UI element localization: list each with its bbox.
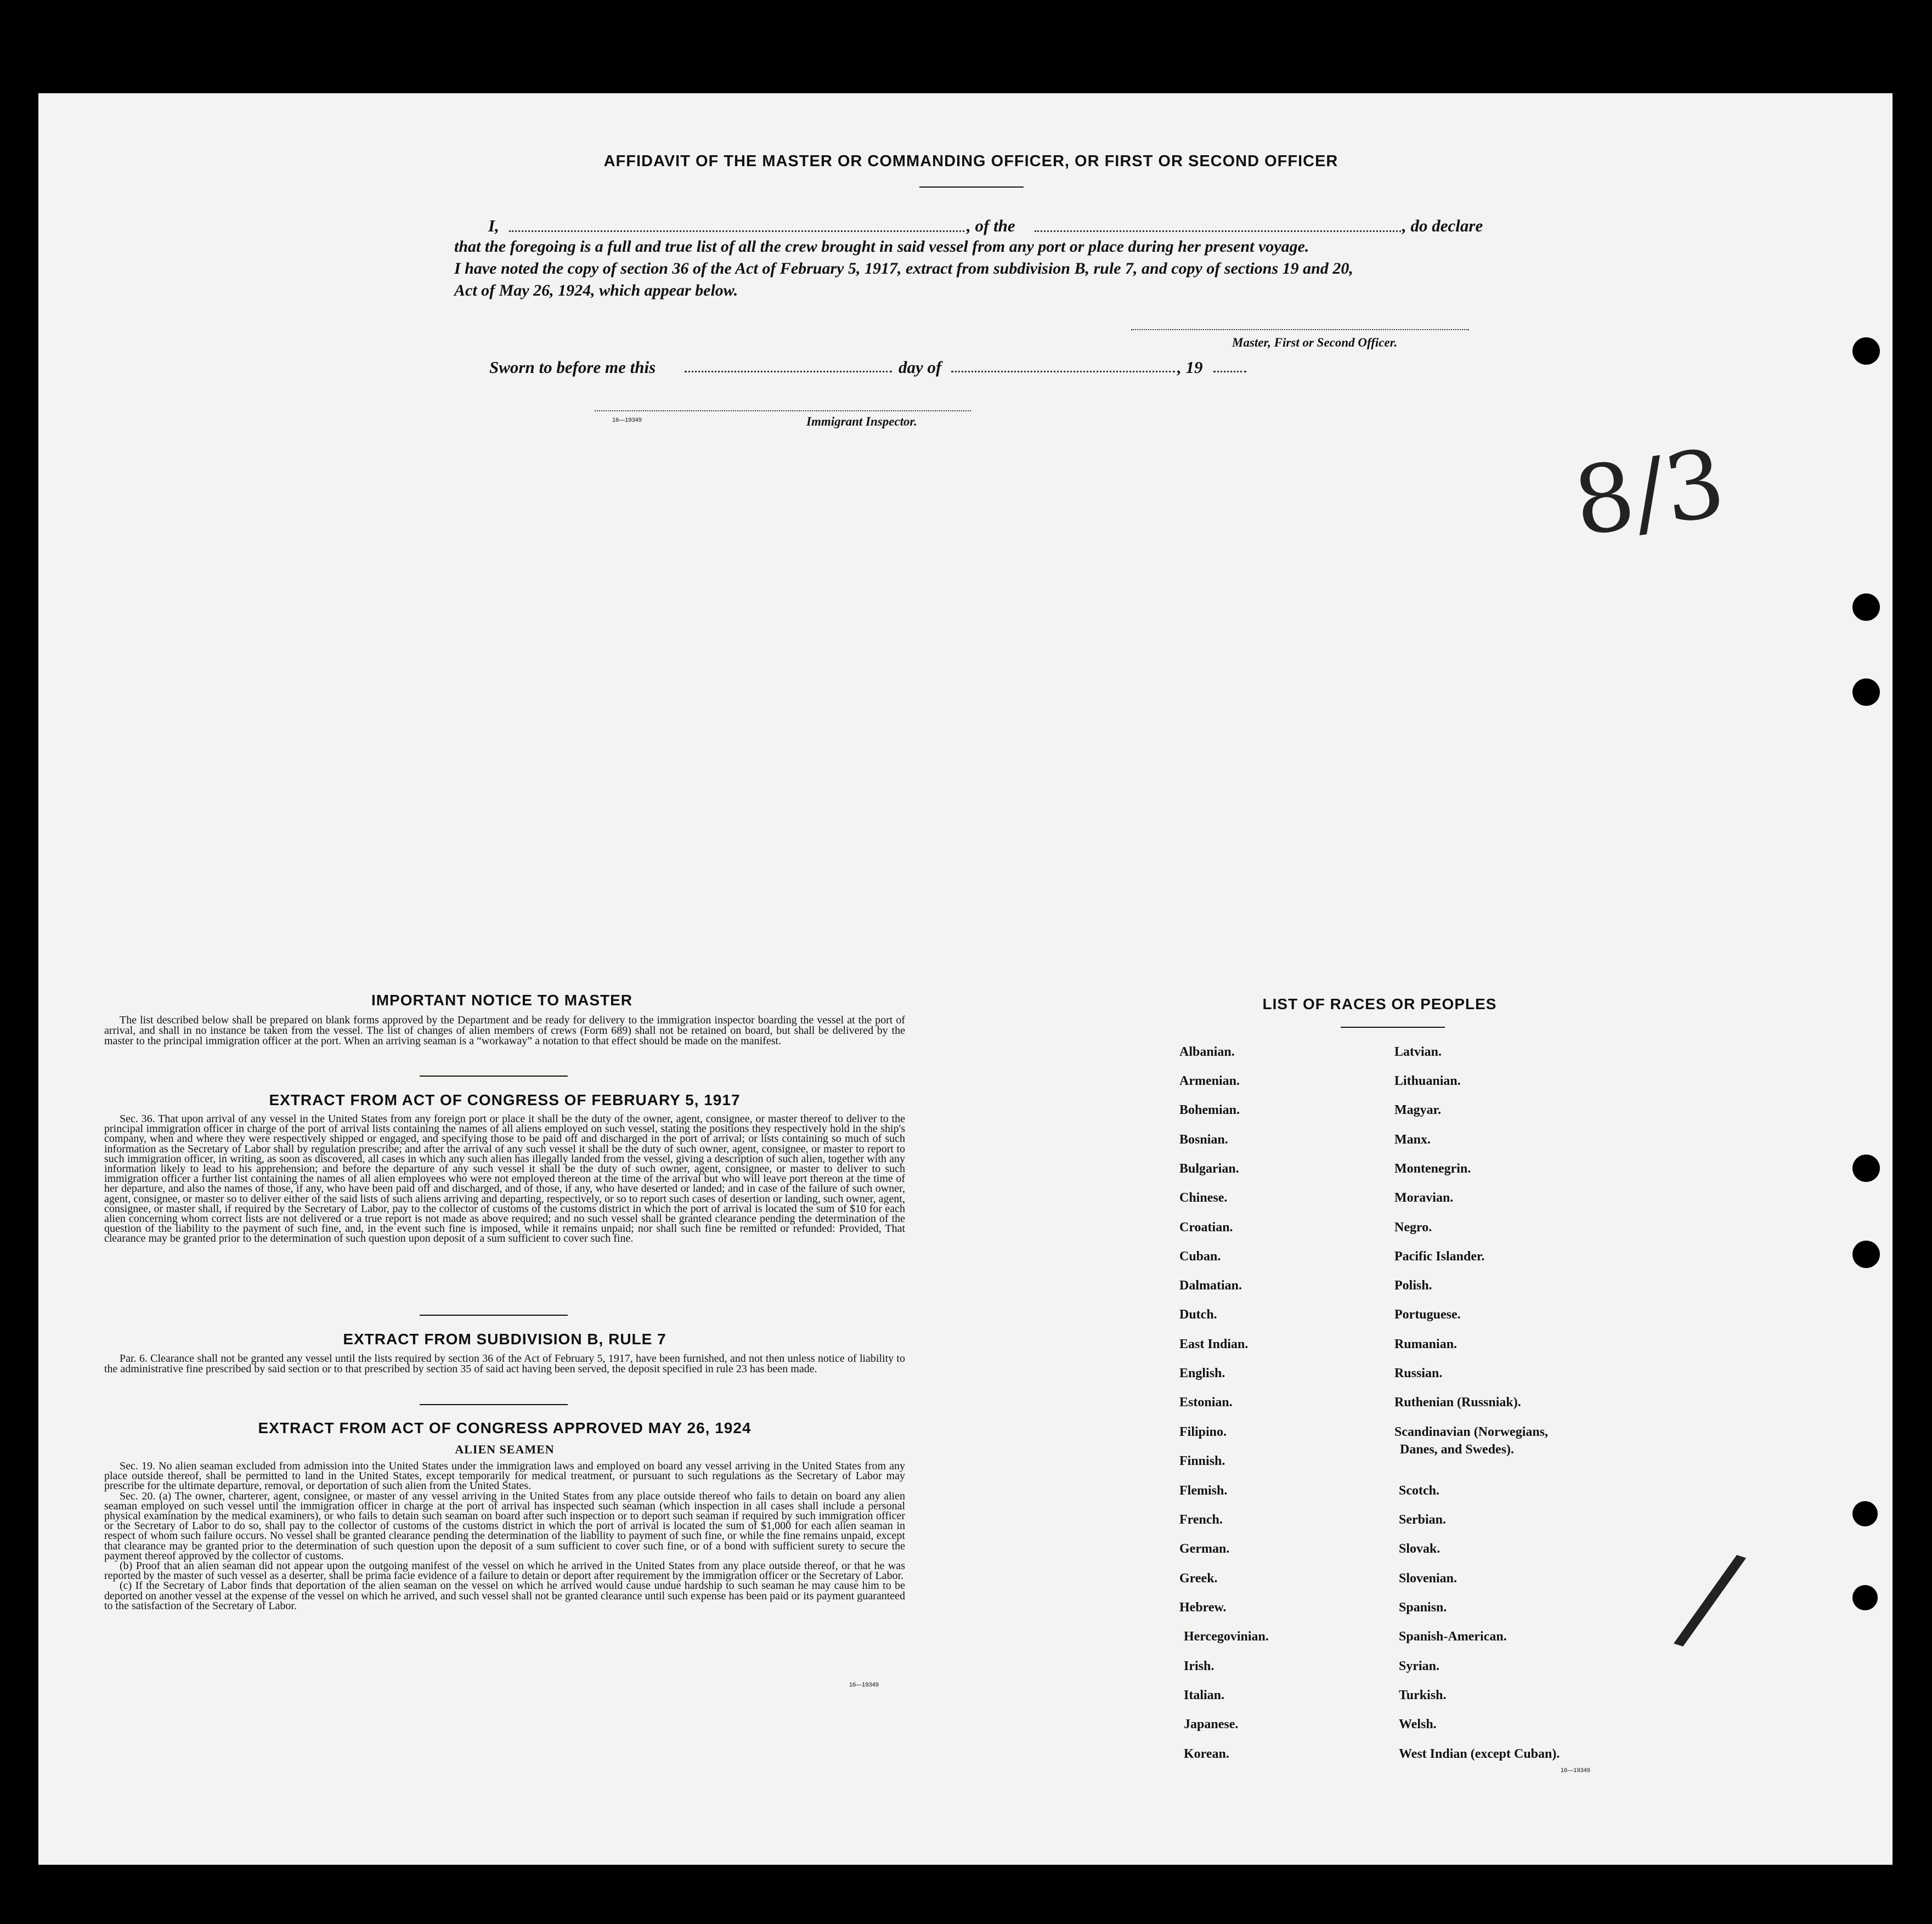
race-item: Serbian. bbox=[1399, 1513, 1447, 1527]
race-item: Latvian. bbox=[1394, 1045, 1442, 1059]
extract-1917-title: EXTRACT FROM ACT OF CONGRESS OF FEBRUARY 5, 1917 bbox=[269, 1091, 741, 1108]
races-title: LIST OF RACES OR PEOPLES bbox=[1262, 995, 1497, 1012]
race-item: Hebrew. bbox=[1179, 1600, 1227, 1615]
race-item: Turkish. bbox=[1399, 1688, 1447, 1702]
divider bbox=[420, 1076, 568, 1077]
race-item: French. bbox=[1179, 1513, 1223, 1527]
sworn-year-prefix: , 19 bbox=[1177, 358, 1203, 377]
race-item: Slovak. bbox=[1399, 1542, 1440, 1556]
notice-body bbox=[104, 1015, 905, 1046]
race-item: Scotch. bbox=[1399, 1484, 1439, 1498]
binder-hole bbox=[1852, 1501, 1878, 1526]
rule-7-body bbox=[104, 1354, 905, 1374]
race-item: Albanian. bbox=[1179, 1045, 1235, 1059]
race-item: Dutch. bbox=[1179, 1308, 1217, 1322]
race-item: Cuban. bbox=[1179, 1249, 1221, 1264]
race-item: Bulgarian. bbox=[1179, 1162, 1239, 1176]
race-item: Estonian. bbox=[1179, 1395, 1233, 1410]
extract-1917-body bbox=[104, 1114, 905, 1244]
race-item: Croatian. bbox=[1179, 1220, 1233, 1235]
race-item: Chinese. bbox=[1179, 1191, 1228, 1205]
extract-1924-title: EXTRACT FROM ACT OF CONGRESS APPROVED MAY 26, 1924 bbox=[258, 1419, 752, 1436]
sec-19-paragraph: Sec. 19. No alien seaman excluded from admission into the United States under the immigration laws and employed on board any vessel arriving in the United States from any place outside thereof, shall be permitted to land in the United States, except temporarily for medical treatment, or pursuant to such regulations as the Secretary of Labor may prescribe for the ultimate departure, removal, or deportation of such alien from the United States. bbox=[104, 1460, 905, 1492]
sworn-year-line[interactable] bbox=[1213, 371, 1246, 372]
title-divider bbox=[919, 186, 1024, 188]
race-item: Bosnian. bbox=[1179, 1133, 1228, 1147]
race-item: Pacific Islander. bbox=[1394, 1249, 1485, 1264]
sec-20b-paragraph: (b) Proof that an alien seaman did not appear upon the outgoing manifest of the vessel on which he arrived in the United States from any place outside thereof, or that he was reported by the master of such vessel as a deserter, shall be prima facie evidence of a failure to detain or deport after requirement by the immigration officer or the Secretary of Labor. bbox=[104, 1560, 905, 1582]
notice-title: IMPORTANT NOTICE TO MASTER bbox=[371, 992, 633, 1009]
form-number-bottom-right: 16—19349 bbox=[1561, 1767, 1590, 1774]
binder-hole bbox=[1852, 1585, 1878, 1610]
race-item: Spanisn. bbox=[1399, 1600, 1447, 1615]
binder-hole bbox=[1852, 337, 1880, 365]
race-item: Danes, and Swedes). bbox=[1400, 1442, 1515, 1457]
race-item: Scandinavian (Norwegians, bbox=[1394, 1425, 1549, 1439]
race-item: Rumanian. bbox=[1394, 1337, 1458, 1351]
race-item: Russian. bbox=[1394, 1366, 1443, 1380]
race-item: Irish. bbox=[1184, 1659, 1214, 1673]
race-item: English. bbox=[1179, 1366, 1225, 1380]
race-item: Italian. bbox=[1184, 1688, 1225, 1702]
master-signature-line[interactable] bbox=[1131, 329, 1469, 330]
affidavit-of-the: , of the bbox=[967, 216, 1015, 235]
affidavit-line-4: Act of May 26, 1924, which appear below. bbox=[454, 281, 738, 299]
race-item: Portuguese. bbox=[1394, 1308, 1461, 1322]
race-item: German. bbox=[1179, 1542, 1230, 1556]
sec-36-paragraph: Sec. 36. That upon arrival of any vessel in the United States from any foreign port or place it shall be the duty of the owner, agent, consignee, or master thereof to deliver to the principal immigration officer in charge of the port of arrival lists containing the names of all aliens employed on such vessel, stating the positions they respectively hold in the ship's company, when and where they were respectively shipped or engaged, and specifying those to be paid off and discharged in the port of arrival; or lists containing so much of such information as the Secretary of Labor shall by regulation prescribe; and after the arrival of any such vessel it shall be the duty of such owner, agent, consignee, or master to report to such immigration officer, in writing, as soon as discovered, all cases in which any such alien has illegally landed from the vessel, giving a description of such alien, together with any information likely to lead to his apprehension; and before the departure of any such vessel it shall be the duty of such owner, agent, consignee, or master to deliver to such immigration officer a further list containing the names of all alien employees who were not employed thereon at the time of the arrival but who will leave port thereon at the time of her departure, and also the names of those, if any, who have been paid off and discharged, and of those, if any, who have deserted or landed; and in case of the failure of such owner, agent, consignee, or master so to deliver either of the said lists of such aliens arriving and departing, respectively, or so to report such cases of desertion or landing, such owner, agent, consignee, or master shall, if required by the Secretary of Labor, pay to the collector of customs of the customs district in which the port of arrival is located the sum of $10 for each alien concerning whom correct lists are not delivered or a true report is not made as above required; and no such vessel shall be granted clearance pending the determination of the question of the liability to the payment of such fine, and, in the event such fine is imposed, while it remains unpaid; nor shall such fine be remitted or refunded: Provided, That clearance may be granted prior to the determination of such question upon deposit of a sum sufficient to cover such fine. bbox=[104, 1113, 905, 1245]
race-item: Manx. bbox=[1394, 1133, 1431, 1147]
race-item: Syrian. bbox=[1399, 1659, 1440, 1673]
race-item: Polish. bbox=[1394, 1278, 1432, 1293]
vessel-name-line[interactable] bbox=[1035, 230, 1401, 232]
race-item: Moravian. bbox=[1394, 1191, 1454, 1205]
sec-20a-paragraph: Sec. 20. (a) The owner, charterer, agent, consignee, or master of any vessel arriving in the United States from any place outside thereof who fails to detain on board any alien seaman employed on such vessel until the immigration officer in charge at the port of arrival has inspected such seaman (which inspection in all cases shall include a personal physical examination by the medical examiners), or who fails to detain such seaman on board after such inspection or to deport such seaman if required by such immigration officer or the Secretary of Labor to do so, shall pay to the collector of customs of the customs district in which the port of arrival is located the sum of $1,000 for each alien seaman in respect of whom such failure occurs. No vessel shall be granted clearance pending the determination of the liability to payment of such fine, or while the fine remains unpaid, except that clearance may be granted prior to the determination of such question upon the deposit of a sum sufficient to cover such fine, or of a bond with sufficient surety to secure the payment thereof approved by the collector of customs. bbox=[104, 1490, 905, 1562]
inspector-caption: Immigrant Inspector. bbox=[806, 415, 917, 428]
par-6-paragraph: Par. 6. Clearance shall not be granted any vessel until the lists required by section 36 of the Act of February 5, 1917, have been furnished, and not then unless notice of liability to the administrative fine prescribed by said section or to that prescribed by section 35 of said act having been served, the deposit specified in rule 23 has been made. bbox=[104, 1353, 905, 1375]
extract-1924-body bbox=[104, 1461, 905, 1611]
race-item: Armenian. bbox=[1179, 1074, 1240, 1088]
race-item: Slovenian. bbox=[1399, 1571, 1458, 1586]
race-item: Bohemian. bbox=[1179, 1103, 1240, 1117]
binder-hole bbox=[1852, 678, 1880, 706]
handwritten-tally: / bbox=[1668, 1521, 1754, 1674]
race-item: Finnish. bbox=[1179, 1454, 1225, 1468]
form-number-bottom-left: 16—19349 bbox=[849, 1682, 879, 1688]
sworn-month-line[interactable] bbox=[951, 371, 1175, 372]
races-title-divider bbox=[1341, 1027, 1445, 1028]
race-item: Flemish. bbox=[1179, 1484, 1228, 1498]
affidavit-line-2: that the foregoing is a full and true list of all the crew brought in said vessel from any port or place during her present voyage. bbox=[454, 237, 1309, 256]
race-item: Negro. bbox=[1394, 1220, 1432, 1235]
affidavit-declare: , do declare bbox=[1402, 216, 1483, 235]
master-name-line[interactable] bbox=[509, 230, 964, 232]
race-item: Hercegovinian. bbox=[1184, 1629, 1269, 1644]
affidavit-i: I, bbox=[488, 216, 499, 235]
race-item: West Indian (except Cuban). bbox=[1399, 1747, 1560, 1761]
race-item: Korean. bbox=[1184, 1747, 1229, 1761]
handwritten-fraction: 8/3 bbox=[1567, 428, 1732, 558]
sec-20c-paragraph: (c) If the Secretary of Labor finds that deportation of the alien seaman on the vessel on which he arrived would cause undue hardship to such seaman he may cause him to be deported on another vessel at the expense of the vessel on which he arrived, and such vessel shall not be granted clearance until such expense has been paid or its payment guaranteed to the satisfaction of the Secretary of Labor. bbox=[104, 1580, 905, 1612]
rule-7-title: EXTRACT FROM SUBDIVISION B, RULE 7 bbox=[343, 1331, 666, 1348]
race-item: Welsh. bbox=[1399, 1717, 1437, 1731]
inspector-signature-line[interactable] bbox=[595, 410, 971, 411]
race-item: Ruthenian (Russniak). bbox=[1394, 1395, 1521, 1410]
race-item: Spanish-American. bbox=[1399, 1629, 1507, 1644]
notice-paragraph: The list described below shall be prepared on blank forms approved by the Department and be ready for delivery to the immigration inspector boarding the vessel at the port of arrival, and shall in no instance be taken from the vessel. The list of changes of alien members of crews (Form 689) shall not be retained on board, but shall be delivered by the master to the principal immigration officer at the port. When an arriving seaman is a “workaway” a notation to that effect should be made on the manifest. bbox=[104, 1014, 905, 1047]
sworn-day-line[interactable] bbox=[685, 371, 892, 372]
race-item: Filipino. bbox=[1179, 1425, 1227, 1439]
divider bbox=[420, 1404, 568, 1405]
race-item: East Indian. bbox=[1179, 1337, 1249, 1351]
binder-hole bbox=[1852, 1241, 1880, 1268]
race-item: Lithuanian. bbox=[1394, 1074, 1461, 1088]
divider bbox=[420, 1315, 568, 1316]
sworn-day-of: day of bbox=[899, 358, 942, 377]
race-item: Montenegrin. bbox=[1394, 1162, 1471, 1176]
sworn-text: Sworn to before me this bbox=[489, 358, 656, 377]
race-item: Magyar. bbox=[1394, 1103, 1442, 1117]
race-item: Japanese. bbox=[1184, 1717, 1239, 1731]
master-caption: Master, First or Second Officer. bbox=[1232, 336, 1398, 349]
race-item: Greek. bbox=[1179, 1571, 1218, 1586]
affidavit-title: AFFIDAVIT OF THE MASTER OR COMMANDING OFFICER, OR FIRST OR SECOND OFFICER bbox=[603, 152, 1338, 170]
alien-seamen-subtitle: ALIEN SEAMEN bbox=[455, 1442, 555, 1456]
affidavit-line-3: I have noted the copy of section 36 of the Act of February 5, 1917, extract from subdivision B, rule 7, and copy of sections 19 and 20, bbox=[454, 259, 1353, 278]
form-number-top: 16—19349 bbox=[612, 417, 642, 423]
binder-hole bbox=[1852, 1155, 1880, 1182]
binder-hole bbox=[1852, 593, 1880, 621]
race-item: Dalmatian. bbox=[1179, 1278, 1242, 1293]
